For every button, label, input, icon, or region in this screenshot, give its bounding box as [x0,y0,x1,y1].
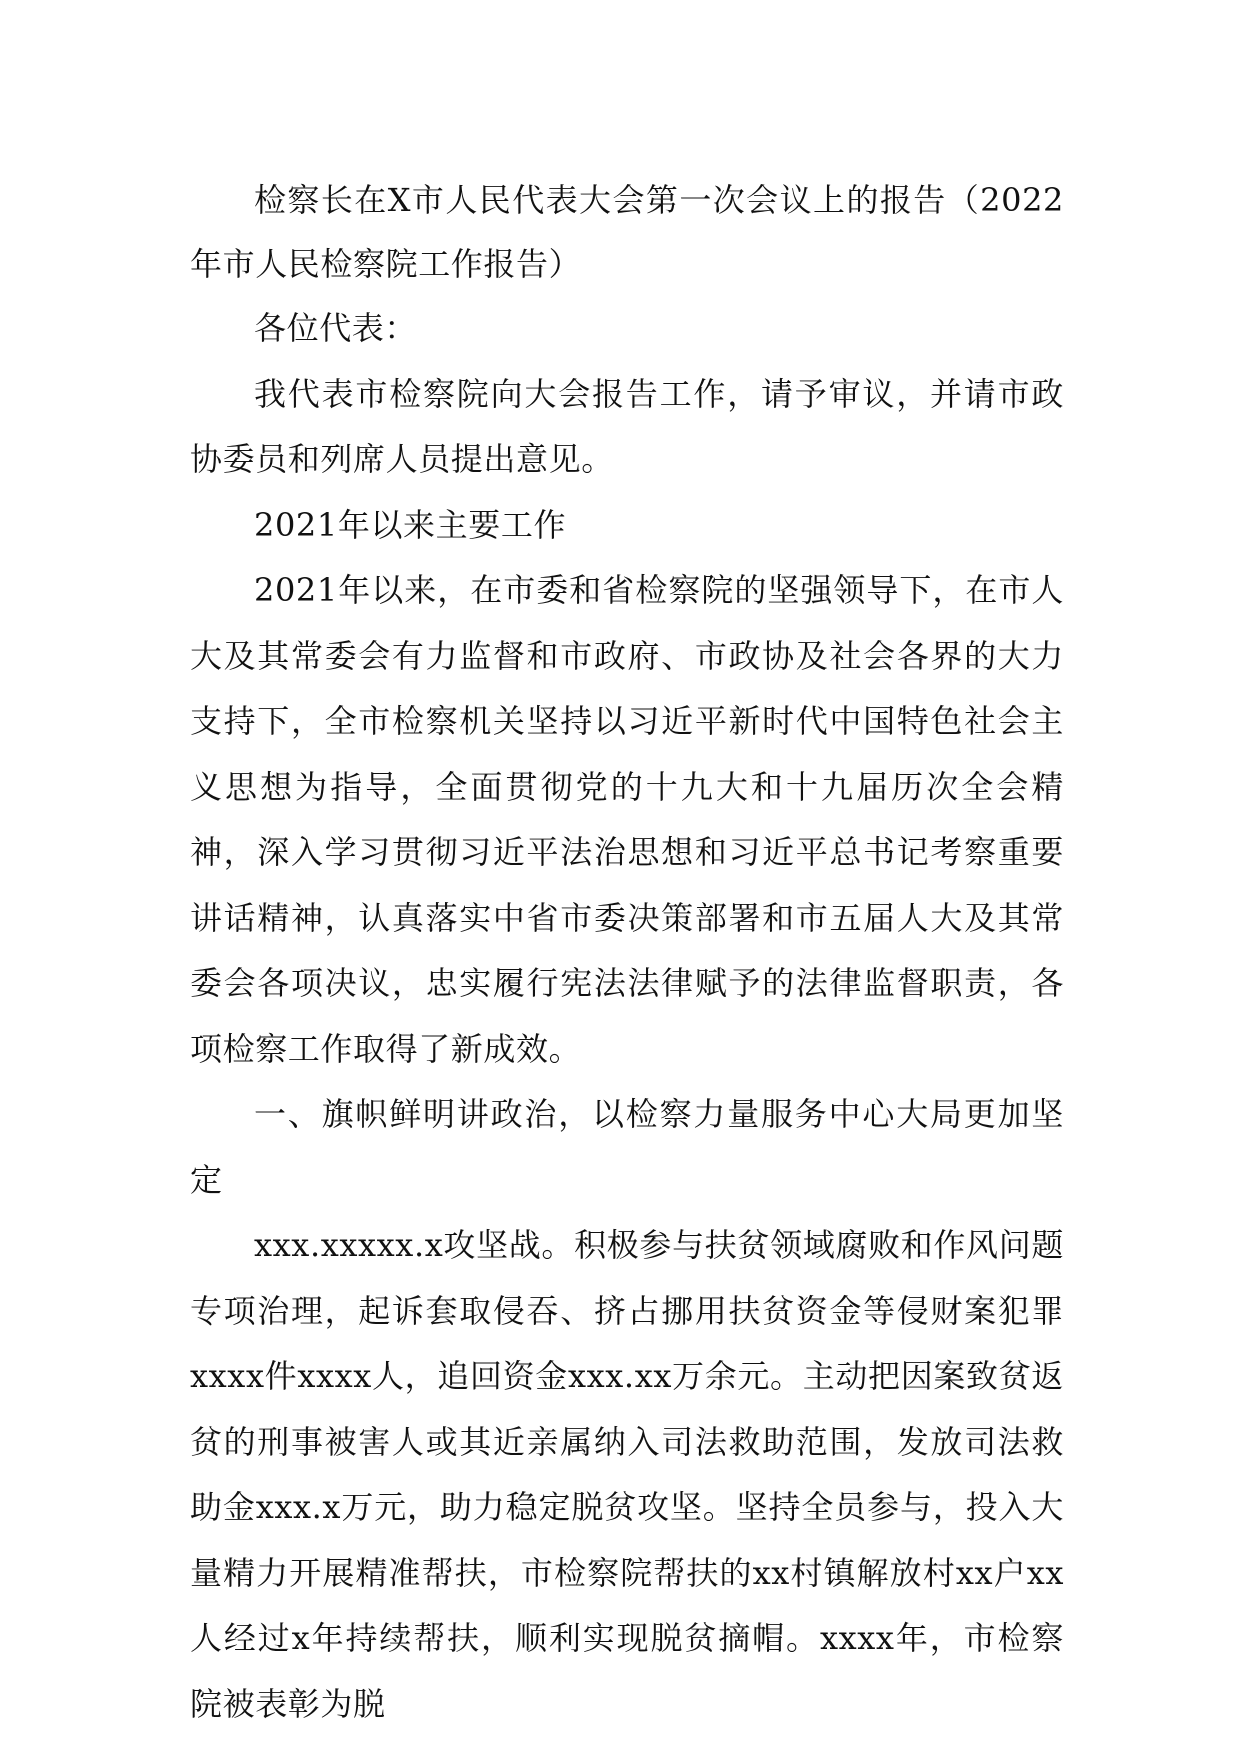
section-heading-main-work: 2021年以来主要工作 [254,505,567,544]
body-paragraph: xxx.xxxxx.x攻坚战。积极参与扶贫领域腐败和作风问题专项治理，起诉套取侵吞、挤占挪用扶贫资金等侵财案犯罪xxxx件xxxx人，追回资金xxx.xx万余元。主动把因案致贫返贫的刑事被害人或其近亲属纳入司法救助范围，发放司法救助金xxx.x万元，助力稳定脱贫攻坚。坚持全员参与，投入大量精力开展精准帮扶，市检察院帮扶的xx村镇解放村xx户xx人经过x年持续帮扶，顺利实现脱贫摘帽。xxxx年，市检察院被表彰为脱 [190,1226,1064,1723]
salutation: 各位代表： [254,309,418,347]
report-title: 检察长在X市人民代表大会第一次会议上的报告（2022年市人民检察院工作报告） [190,181,1064,283]
document-body [190,168,1064,1737]
opening-paragraph: 我代表市检察院向大会报告工作，请予审议，并请市政协委员和列席人员提出意见。 [190,374,1064,478]
section-heading-one: 一、旗帜鲜明讲政治，以检察力量服务中心大局更加坚定 [190,1095,1064,1199]
summary-paragraph: 2021年以来，在市委和省检察院的坚强领导下，在市人大及其常委会有力监督和市政府、市政协及社会各界的大力支持下，全市检察机关坚持以习近平新时代中国特色社会主义思想为指导，全面贯彻党的十九大和十九届历次全会精神，深入学习贯彻习近平法治思想和习近平总书记考察重要讲话精神，认真落实中省市委决策部署和市五届人大及其常委会各项决议，忠实履行宪法法律赋予的法律监督职责，各项检察工作取得了新成效。 [190,571,1064,1068]
